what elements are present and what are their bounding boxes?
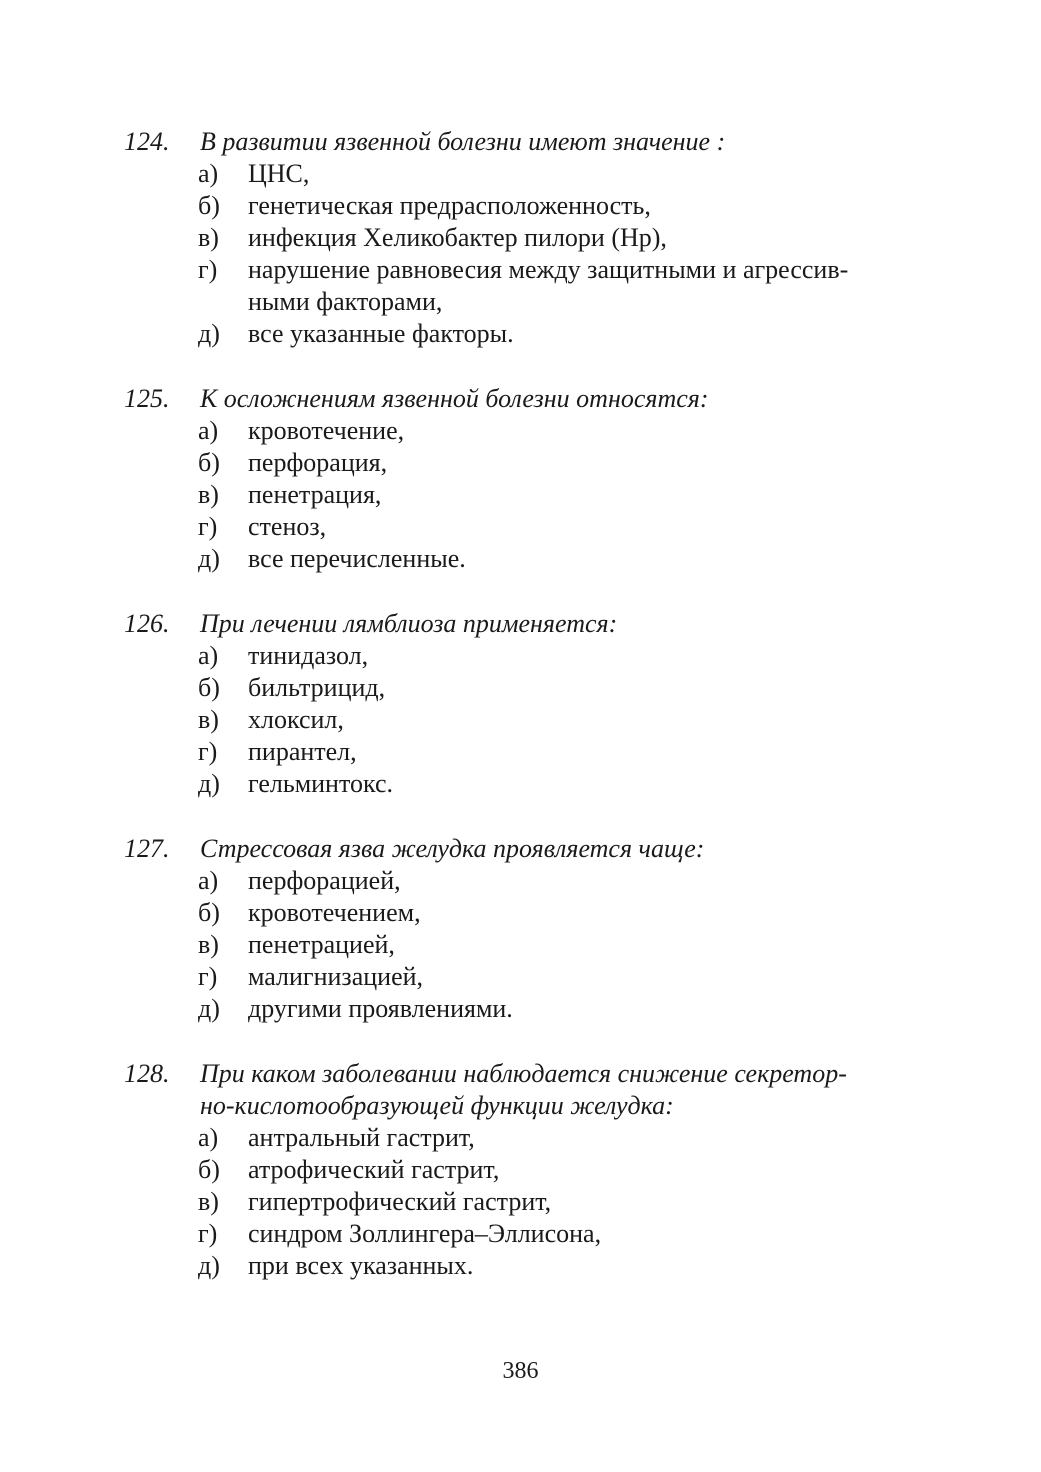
option-letter: б)	[198, 191, 220, 220]
question-127	[124, 833, 918, 1025]
option-letter: а)	[198, 641, 219, 670]
answer-option-a	[198, 640, 918, 672]
option-letter: д)	[198, 1251, 220, 1280]
answer-option-v	[198, 222, 918, 254]
answer-option-d	[198, 993, 918, 1025]
question-number: 128.	[124, 1059, 170, 1088]
option-text: нарушение равновесия между защитными и агрессив- ными факторами,	[248, 255, 849, 316]
answer-option-v	[198, 929, 918, 961]
option-letter: б)	[198, 1155, 220, 1184]
answer-option-a	[198, 158, 918, 190]
question-126	[124, 608, 918, 800]
option-text: кровотечение,	[248, 416, 405, 445]
page-number: 386	[502, 1358, 539, 1384]
option-text: инфекция Хеликобактер пилори (Hp),	[248, 223, 667, 252]
option-letter: г)	[198, 512, 218, 541]
answer-option-a	[198, 415, 918, 447]
answer-option-v	[198, 479, 918, 511]
option-text: кровотечением,	[248, 898, 421, 927]
option-text: все указанные факторы.	[248, 319, 514, 348]
answer-option-b	[198, 897, 918, 929]
option-text: другими проявлениями.	[248, 994, 513, 1023]
option-text: пенетрация,	[248, 480, 382, 509]
option-text: гельминтокс.	[248, 769, 394, 798]
question-text: При каком заболевании наблюдается снижение секретор- но-кислотообразующей функции желудка:	[200, 1059, 847, 1120]
answer-option-a	[198, 1122, 918, 1154]
option-text: все перечисленные.	[248, 544, 466, 573]
option-letter: в)	[198, 705, 219, 734]
answer-options	[198, 1122, 918, 1282]
answer-options	[198, 158, 918, 350]
option-letter: д)	[198, 769, 220, 798]
option-text: атрофический гастрит,	[248, 1155, 500, 1184]
question-text: При лечении лямблиоза применяется:	[200, 609, 618, 638]
question-number: 124.	[124, 127, 170, 156]
answer-option-b	[198, 190, 918, 222]
option-text: синдром Золлингера–Эллисона,	[248, 1219, 602, 1248]
question-heading	[124, 1058, 918, 1122]
answer-option-a	[198, 865, 918, 897]
option-letter: а)	[198, 866, 219, 895]
option-text: генетическая предрасположенность,	[248, 191, 651, 220]
answer-option-v	[198, 704, 918, 736]
answer-option-g	[198, 1218, 918, 1250]
option-text: пенетрацией,	[248, 930, 395, 959]
answer-option-d	[198, 318, 918, 350]
option-letter: г)	[198, 962, 218, 991]
option-text: гипертрофический гастрит,	[248, 1187, 552, 1216]
question-number: 127.	[124, 834, 170, 863]
answer-options	[198, 640, 918, 800]
answer-option-g	[198, 511, 918, 543]
option-text: перфорация,	[248, 448, 388, 477]
question-heading	[124, 608, 918, 640]
question-text: Стрессовая язва желудка проявляется чаще:	[200, 834, 705, 863]
option-letter: а)	[198, 1123, 219, 1152]
option-letter: д)	[198, 994, 220, 1023]
option-text: антральный гастрит,	[248, 1123, 475, 1152]
question-heading	[124, 126, 918, 158]
answer-option-b	[198, 672, 918, 704]
option-letter: д)	[198, 319, 220, 348]
question-124	[124, 126, 918, 350]
question-text: К осложнениям язвенной болезни относятся:	[200, 384, 709, 413]
option-text: при всех указанных.	[248, 1251, 474, 1280]
option-letter: б)	[198, 448, 220, 477]
question-128	[124, 1058, 918, 1282]
option-text: тинидазол,	[248, 641, 369, 670]
option-text: малигнизацией,	[248, 962, 424, 991]
answer-option-g	[198, 961, 918, 993]
option-letter: в)	[198, 223, 219, 252]
option-letter: в)	[198, 1187, 219, 1216]
answer-options	[198, 865, 918, 1025]
option-letter: б)	[198, 673, 220, 702]
option-text: ЦНС,	[248, 159, 310, 188]
answer-option-d	[198, 768, 918, 800]
question-number: 125.	[124, 384, 170, 413]
answer-option-v	[198, 1186, 918, 1218]
option-letter: г)	[198, 737, 218, 766]
option-letter: д)	[198, 544, 220, 573]
answer-option-d	[198, 543, 918, 575]
option-text: хлоксил,	[248, 705, 344, 734]
question-text: В развитии язвенной болезни имеют значение :	[200, 127, 726, 156]
option-letter: а)	[198, 159, 219, 188]
option-letter: г)	[198, 255, 218, 284]
option-text: пирантел,	[248, 737, 357, 766]
option-text: перфорацией,	[248, 866, 401, 895]
answer-option-b	[198, 1154, 918, 1186]
option-letter: б)	[198, 898, 220, 927]
option-text: стеноз,	[248, 512, 327, 541]
answer-options	[198, 415, 918, 575]
option-letter: а)	[198, 416, 219, 445]
question-heading	[124, 833, 918, 865]
answer-option-b	[198, 447, 918, 479]
option-letter: в)	[198, 930, 219, 959]
option-letter: в)	[198, 480, 219, 509]
option-letter: г)	[198, 1219, 218, 1248]
question-heading	[124, 383, 918, 415]
answer-option-g	[198, 254, 918, 318]
question-125	[124, 383, 918, 575]
question-number: 126.	[124, 609, 170, 638]
answer-option-g	[198, 736, 918, 768]
option-text: бильтрицид,	[248, 673, 386, 702]
answer-option-d	[198, 1250, 918, 1282]
